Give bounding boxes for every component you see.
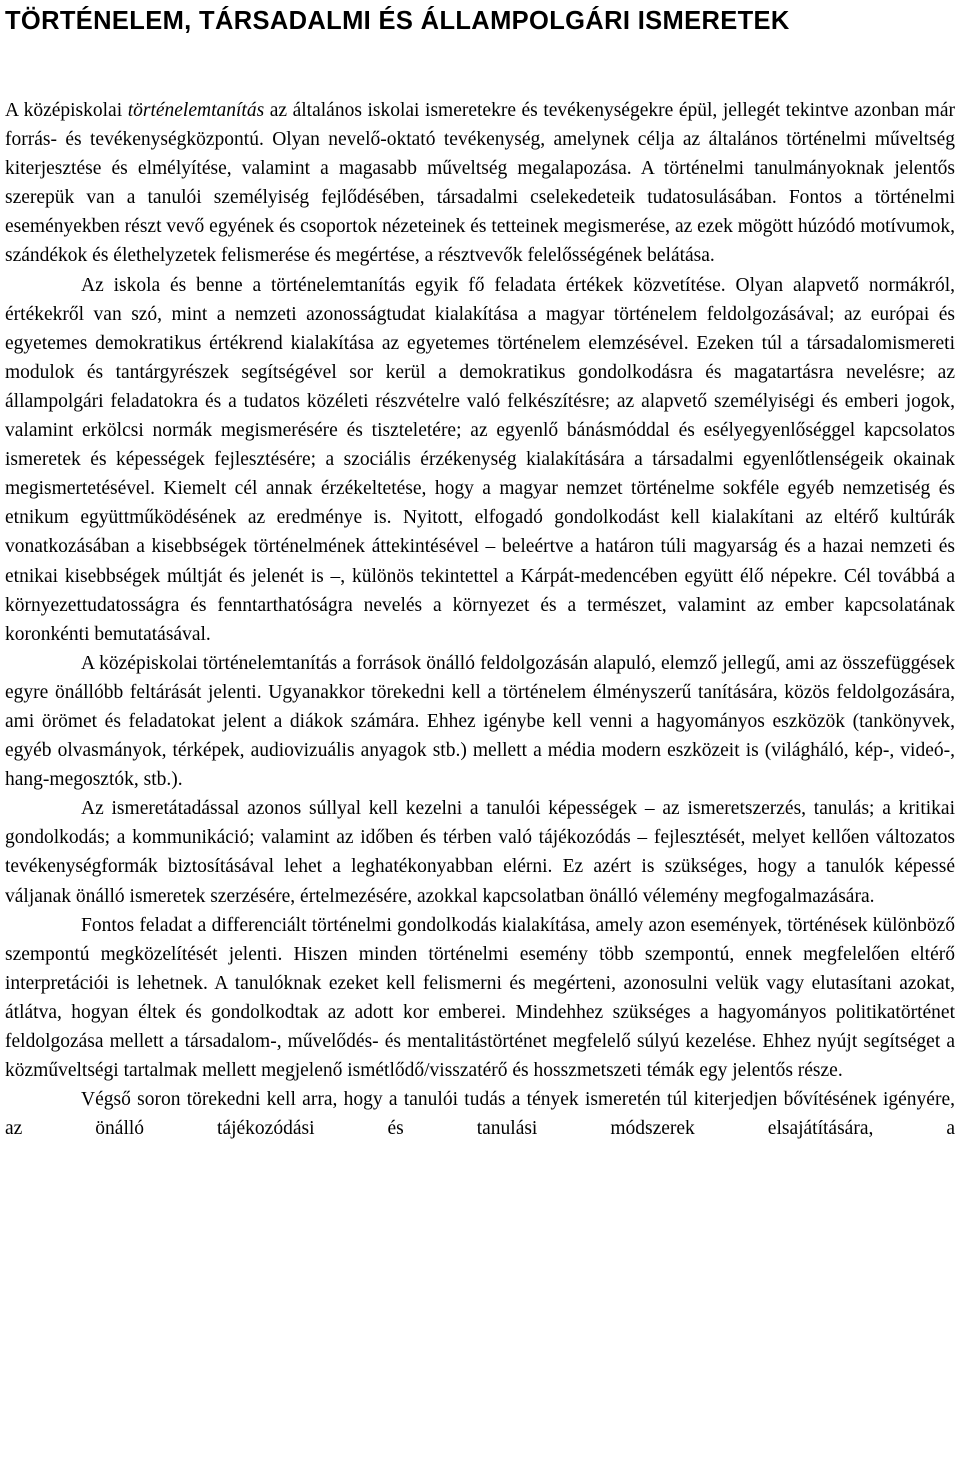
paragraph-1-italic-term: történelemtanítás <box>127 100 265 121</box>
paragraph-3: A középiskolai történelemtanítás a források önálló feldolgozásán alapuló, elemző jellegű, ami az összefüggések egyre önállóbb feltárását jelenti. Ugyanakkor törekedni kell a történelem élményszerű tanítására, közös feldolgozására, ami örömet és feladatokat jelent a diákok számára. Ehhez igénybe kell venni a hagyományos eszközök (tankönyvek, egyéb olvasmányok, térképek, audiovizuális anyagok stb.) mellett a média modern eszközeit is (világháló, kép-, videó-, hang-megosztók, stb.). <box>5 652 955 791</box>
paragraph-1-rest: az általános iskolai ismeretekre és tevékenységekre épül, jellegét tekintve azonban már forrás- és tevékenységközpontú. Olyan nevelő-oktató tevékenység, amelynek célja az általános történelmi műveltség kiterjesztése és elmélyítése, valamint a magasabb műveltség megalapozása. A történelmi tanulmányoknak jelentős szerepük van a tanulói személyiség fejlődésében, társadalmi cselekedeteik tudatosulásában. Fontos a történelmi eseményekben részt vevő egyének és csoportok nézeteinek és tetteinek megismerése, az ezek mögött húzódó motívumok, szándékok és élethelyzetek felismerése és megértése, a résztvevők felelősségének belátása. <box>5 100 955 267</box>
paragraph-5: Fontos feladat a differenciált történelmi gondolkodás kialakítása, amely azon események, történések különböző szempontú megközelítését jelenti. Hiszen minden történelmi esemény több szempontú, ennek megfelelően eltérő interpretációi is lehetnek. A tanulóknak ezeket kell felismerni és megérteni, azonosulni velük vagy elutasítani azokat, átlátva, hogyan éltek és gondolkodtak az adott kor emberei. Mindehhez szükséges a hagyományos politikatörténet feldolgozása mellett a társadalom-, művelődés- és mentalitástörténet megfelelő súlyú kezelése. Ehhez nyújt segítséget a közműveltségi tartalmak mellett megjelenő ismétlődő/visszatérő és hosszmetszeti témák egy jelentős része. <box>5 914 955 1082</box>
document-title: TÖRTÉNELEM, TÁRSADALMI ÉS ÁLLAMPOLGÁRI ISMERETEK <box>5 7 790 35</box>
paragraph-6: Végső soron törekedni kell arra, hogy a tanulói tudás a tények ismeretén túl kiterjedjen bővítésének igényére, az önálló tájékozódási és tanulási módszerek elsajátítására, a <box>5 1089 955 1140</box>
paragraph-4: Az ismeretátadással azonos súllyal kell kezelni a tanulói képességek – az ismeretszerzés, tanulás; a kritikai gondolkodás; a kommunikáció; valamint az időben és térben való tájékozódás – fejlesztését, melyet kellően változatos tevékenységformák biztosításával lehet a leghatékonyabban elérni. Ez azért is szükséges, hogy a tanulók képessé váljanak önálló ismeretek szerzésére, értelmezésére, azokkal kapcsolatban önálló vélemény megfogalmazására. <box>5 798 955 907</box>
document-body <box>5 96 955 1143</box>
paragraph-1-start: A középiskolai <box>5 100 128 121</box>
paragraph-1 <box>5 96 955 271</box>
paragraph-2: Az iskola és benne a történelemtanítás egyik fő feladata értékek közvetítése. Olyan alapvető normákról, értékekről van szó, mint a nemzeti azonosságtudat kialakítása a magyar történelem feldolgozásával; az európai és egyetemes demokratikus értékrend kialakítása az egyetemes történelem elemzésével. Ezeken túl a társadalomismereti modulok és tantárgyrészek segítségével sor kerül a demokratikus gondolkodásra és magatartásra nevelésre; az állampolgári feladatokra és a tudatos közéleti részvételre való felkészítésre; az alapvető személyiségi és emberi jogok, valamint erkölcsi normák megismerésére és tiszteletére; az egyenlő bánásmóddal és esélyegyenlőséggel kapcsolatos ismeretek és képességek fejlesztésére; a szociális érzékenység kialakítására a társadalmi egyenlőtlenségeik okainak megismertetésével. Kiemelt cél annak érzékeltetése, hogy a magyar nemzet történelme sokféle egyéb nemzetiség és etnikum együttműködésének az eredménye is. Nyitott, elfogadó gondolkodást kell kialakítani az eltérő kultúrák vonatkozásában a kisebbségek történelmének áttekintésével – beleértve a határon túli magyarság és a hazai nemzeti és etnikai kisebbségek múltját és jelenét is –, különös tekintettel a Kárpát-medencében együtt élő népekre. Cél továbbá a környezettudatosságra és fenntarthatóságra nevelés a környezet és a természet, valamint az ember kapcsolatának koronkénti bemutatásával. <box>5 274 955 645</box>
